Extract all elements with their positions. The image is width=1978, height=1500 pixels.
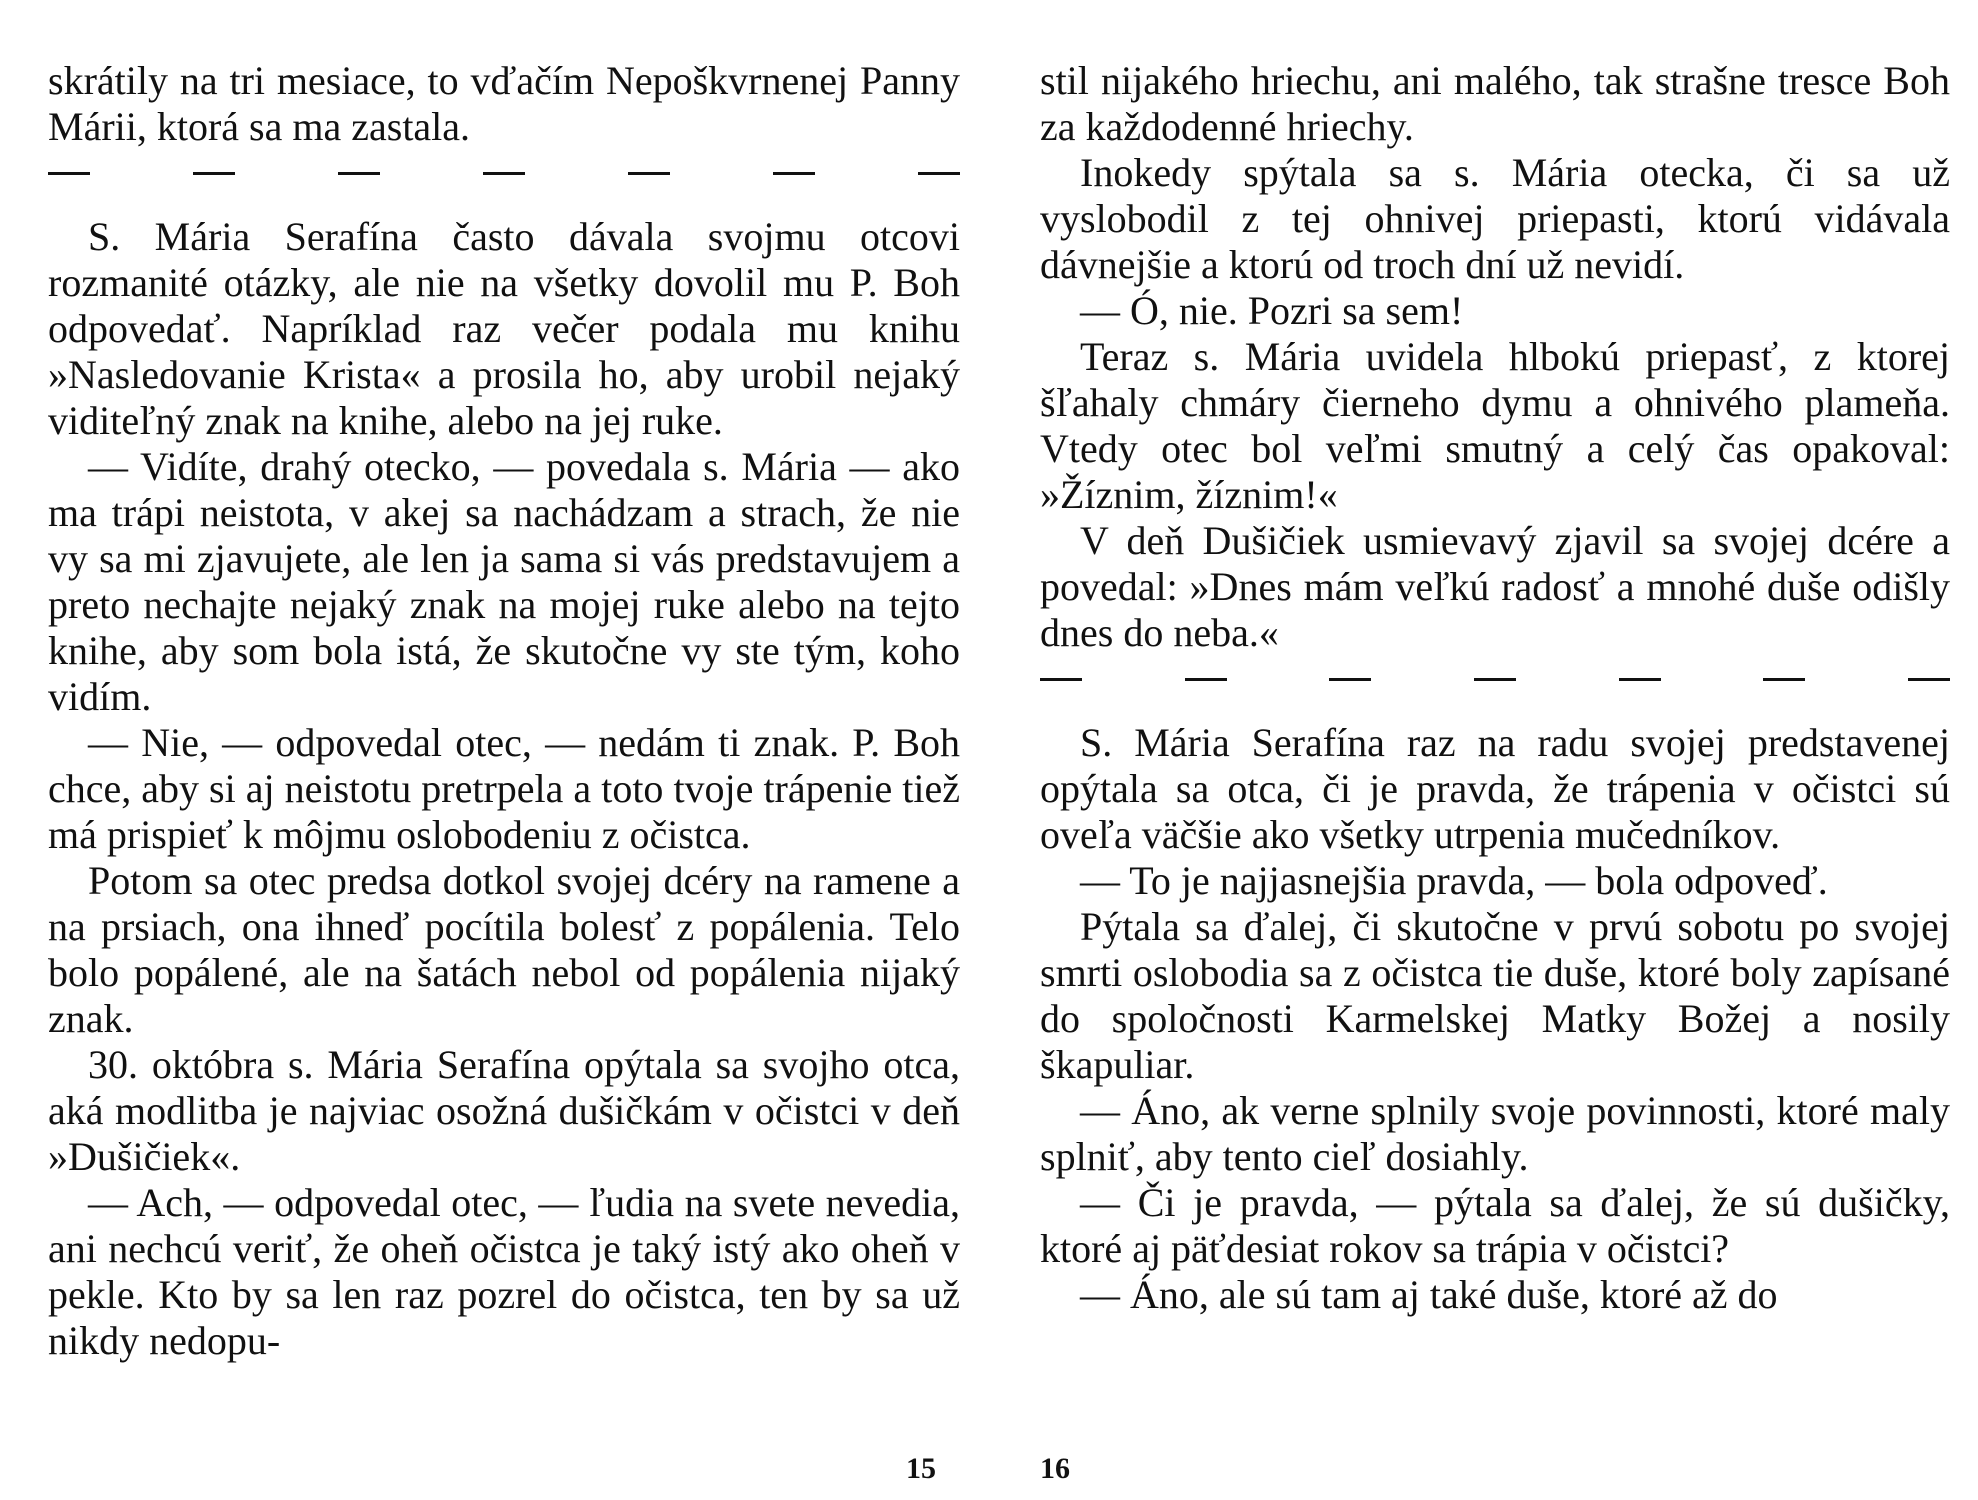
paragraph: 30. októbra s. Mária Serafína opýtala sa svojho otca, aká modlitba je najviac osožná dušičkám v očistci v deň »Dušičiek«.	[48, 1042, 960, 1179]
paragraph: Inokedy spýtala sa s. Mária otecka, či sa už vyslobodil z tej ohnivej priepasti, ktorú vidávala dávnejšie a ktorú od troch dní už nevidí.	[1040, 150, 1950, 287]
paragraph: — Ach, — odpovedal otec, — ľudia na svete nevedia, ani nechcú veriť, že oheň očistca je taký istý ako oheň v pekle. Kto by sa len raz pozrel do očistca, ten by sa už nikdy nedopu-	[48, 1180, 960, 1363]
section-divider	[1040, 670, 1950, 690]
paragraph: Pýtala sa ďalej, či skutočne v prvú sobotu po svojej smrti oslobodia sa z očistca tie duše, ktoré boly zapísané do spoločnosti Karmelskej Matky Božej a nosily škapuliar.	[1040, 904, 1950, 1087]
paragraph: skrátily na tri mesiace, to vďačím Nepoškvrnenej Panny Márii, ktorá sa ma zastala.	[48, 58, 960, 149]
paragraph: — Či je pravda, — pýtala sa ďalej, že sú dušičky, ktoré aj päťdesiat rokov sa trápia v očistci?	[1040, 1180, 1950, 1271]
paragraph: — Áno, ale sú tam aj také duše, ktoré až do	[1080, 1272, 1778, 1317]
paragraph: V deň Dušičiek usmievavý zjavil sa svojej dcére a povedal: »Dnes mám veľkú radosť a mnohé duše odišly dnes do neba.«	[1040, 518, 1950, 655]
paragraph: — Nie, — odpovedal otec, — nedám ti znak. P. Boh chce, aby si aj neistotu pretrpela a toto tvoje trápenie tiež má prispieť k môjmu oslobodeniu z očistca.	[48, 720, 960, 857]
paragraph: — Vidíte, drahý otecko, — povedala s. Mária — ako ma trápi neistota, v akej sa nachádzam a strach, že nie vy sa mi zjavujete, ale len ja sama si vás predstavujem a preto nechajte nejaký znak na mojej ruke alebo na tejto knihe, aby som bola istá, že skutočne vy ste tým, koho vidím.	[48, 444, 960, 719]
page-number: 15	[906, 1452, 936, 1485]
paragraph: Teraz s. Mária uvidela hlbokú priepasť, z ktorej šľahaly chmáry čierneho dymu a ohnivého plameňa. Vtedy otec bol veľmi smutný a celý čas opakoval: »Žíznim, žíznim!«	[1040, 334, 1950, 517]
paragraph: S. Mária Serafína raz na radu svojej predstavenej opýtala sa otca, či je pravda, že trápenia v očistci sú oveľa väčšie ako všetky utrpenia mučedníkov.	[1040, 720, 1950, 857]
paragraph: — To je najjasnejšia pravda, — bola odpoveď.	[1080, 858, 1828, 903]
right-page	[1040, 58, 1950, 1318]
paragraph: — Ó, nie. Pozri sa sem!	[1080, 288, 1464, 333]
paragraph: stil nijakého hriechu, ani malého, tak strašne tresce Boh za každodenné hriechy.	[1040, 58, 1950, 149]
paragraph: S. Mária Serafína často dávala svojmu otcovi rozmanité otázky, ale nie na všetky dovolil mu P. Boh odpovedať. Napríklad raz večer podala mu knihu »Nasledovanie Krista« a prosila ho, aby urobil nejaký viditeľný znak na knihe, alebo na jej ruke.	[48, 214, 960, 443]
paragraph: Potom sa otec predsa dotkol svojej dcéry na ramene a na prsiach, ona ihneď pocítila bolesť z popálenia. Telo bolo popálené, ale na šatách nebol od popálenia nijaký znak.	[48, 858, 960, 1041]
paragraph: — Áno, ak verne splnily svoje povinnosti, ktoré maly splniť, aby tento cieľ dosiahly.	[1040, 1088, 1950, 1179]
page-number: 16	[1040, 1452, 1070, 1485]
left-page	[48, 58, 960, 1364]
section-divider	[48, 164, 960, 184]
